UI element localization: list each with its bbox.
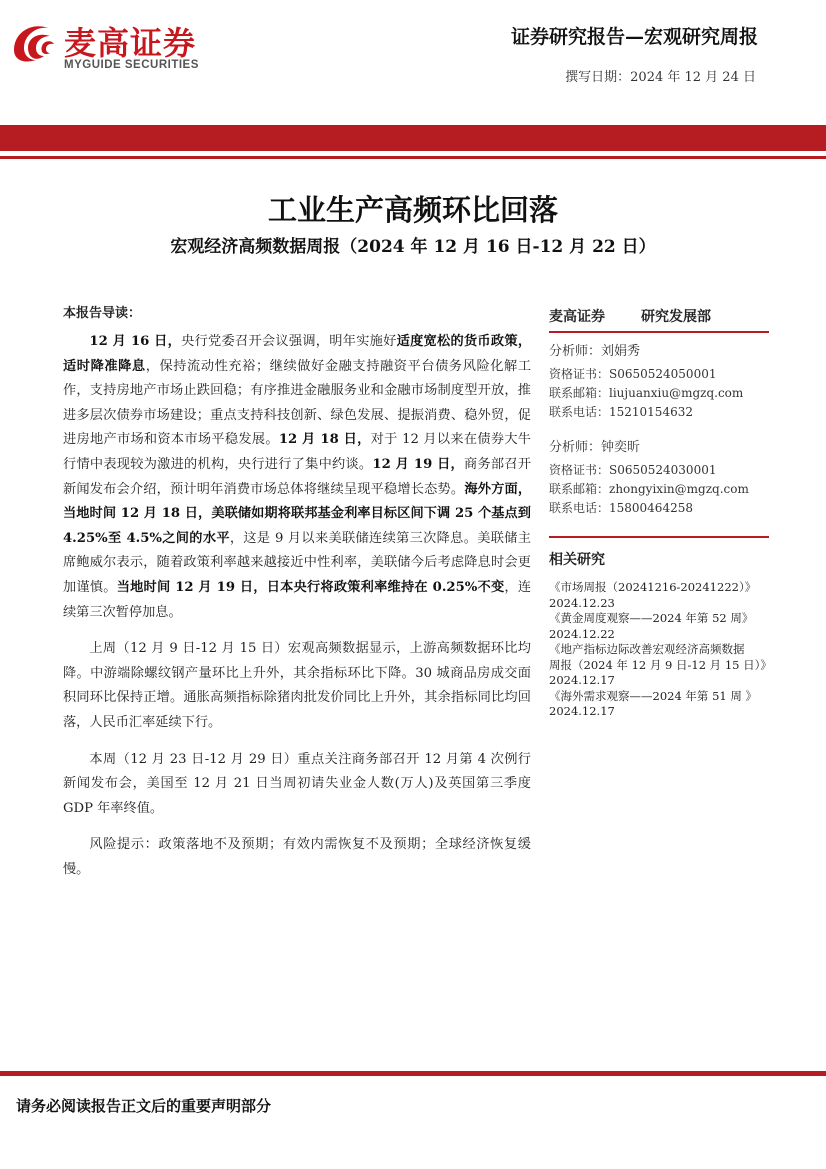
page-subtitle: 宏观经济高频数据周报（2024 年 12 月 16 日-12 月 22 日） xyxy=(170,237,656,257)
sidebar-department: 麦高证券 研究发展部 xyxy=(549,309,711,325)
related-research-list xyxy=(549,580,779,720)
main-body xyxy=(63,330,531,894)
paragraph-summary: 12 月 16 日，央行党委召开会议强调，明年实施好适度宽松的货币政策，适时降准降息，保持流动性充裕；继续做好金融支持融资平台债务风险化解工作，支持房地产市场止跌回稳；有序推进金融服务业和金融市场制度型开放，推进多层次债券市场建设；重点支持科技创新、绿色发展、提振消费、稳外贸，促进房地产市场和资本市场平稳发展。12 月 18 日，对于 12 月以来在债券大牛行情中表现较为激进的机构，央行进行了集中约谈。12 月 19 日，商务部召开新闻发布会介绍，预计明年消费市场总体将继续呈现平稳增长态势。海外方面，当地时间 12 月 18 日，美联储如期将联邦基金利率目标区间下调 25 个基点到 4.25%至 4.5%之间的水平，这是 9 月以来美联储连续第三次降息。美联储主席鲍威尔表示，随着政策利率越来越接近中性利率，美联储今后考虑降息时会更加谨慎。当地时间 12 月 19 日，日本央行将政策利率维持在 0.25%不变，连续第三次暂停加息。 xyxy=(63,334,532,620)
analyst-card: 分析师：钟奕昕 资格证书：S0650524030001 联系邮箱：zhongyixin@mgzq.com 联系电话：15800464258 xyxy=(549,440,749,515)
company-logo-icon xyxy=(8,18,58,68)
write-date: 撰写日期：2024 年 12 月 24 日 xyxy=(565,70,756,85)
brand-name: 麦高证券 xyxy=(64,24,197,62)
page-title: 工业生产高频环比回落 xyxy=(267,193,558,227)
header-banner xyxy=(0,125,826,151)
paragraph-this-week: 本周（12 月 23 日-12 月 29 日）重点关注商务部召开 12 月第 4 次例行新闻发布会，美国至 12 月 21 日当周初请失业金人数(万人)及英国第三季度 GDP 年率终值。 xyxy=(63,751,531,816)
guide-label: 本报告导读： xyxy=(63,306,142,321)
paragraph-risk: 风险提示：政策落地不及预期；有效内需恢复不及预期；全球经济恢复缓慢。 xyxy=(63,837,531,877)
paragraph-last-week: 上周（12 月 9 日-12 月 15 日）宏观高频数据显示，上游高频数据环比均降。中游端除螺纹钢产量环比上升外，其余指标环比下降。30 城商品房成交面积同环比保持正增。通胀高频指标除猪肉批发价同比上升外，其余指标同比均回落，人民币汇率延续下行。 xyxy=(63,641,531,730)
header-divider xyxy=(0,156,826,159)
list-item[interactable]: 周报（2024 年 12 月 9 日-12 月 15 日）》 xyxy=(549,657,772,672)
sidebar-divider xyxy=(549,536,769,538)
list-item: 2024.12.23 xyxy=(549,595,615,610)
list-item: 2024.12.22 xyxy=(549,626,615,641)
footer-divider xyxy=(0,1071,826,1076)
sidebar-divider xyxy=(549,331,769,333)
report-type: 证券研究报告—宏观研究周报 xyxy=(510,26,758,48)
list-item[interactable]: 《海外需求观察——2024 年第 51 周 》 xyxy=(549,688,758,703)
analyst-card: 分析师：刘娟秀 资格证书：S0650524050001 联系邮箱：liujuanxiu@mgzq.com 联系电话：15210154632 xyxy=(549,344,744,419)
list-item[interactable]: 《地产指标边际改善宏观经济高频数据 xyxy=(549,642,745,656)
list-item: 2024.12.17 xyxy=(549,673,615,687)
list-item[interactable]: 《黄金周度观察——2024 年第 52 周》 xyxy=(549,611,754,625)
related-research-title: 相关研究 xyxy=(549,552,605,568)
brand-name-en: MYGUIDE SECURITIES xyxy=(64,59,199,71)
list-item[interactable]: 《市场周报（20241216-20241222）》 xyxy=(549,580,757,594)
list-item: 2024.12.17 xyxy=(549,704,615,718)
footer-disclaimer: 请务必阅读报告正文后的重要声明部分 xyxy=(16,1097,272,1115)
